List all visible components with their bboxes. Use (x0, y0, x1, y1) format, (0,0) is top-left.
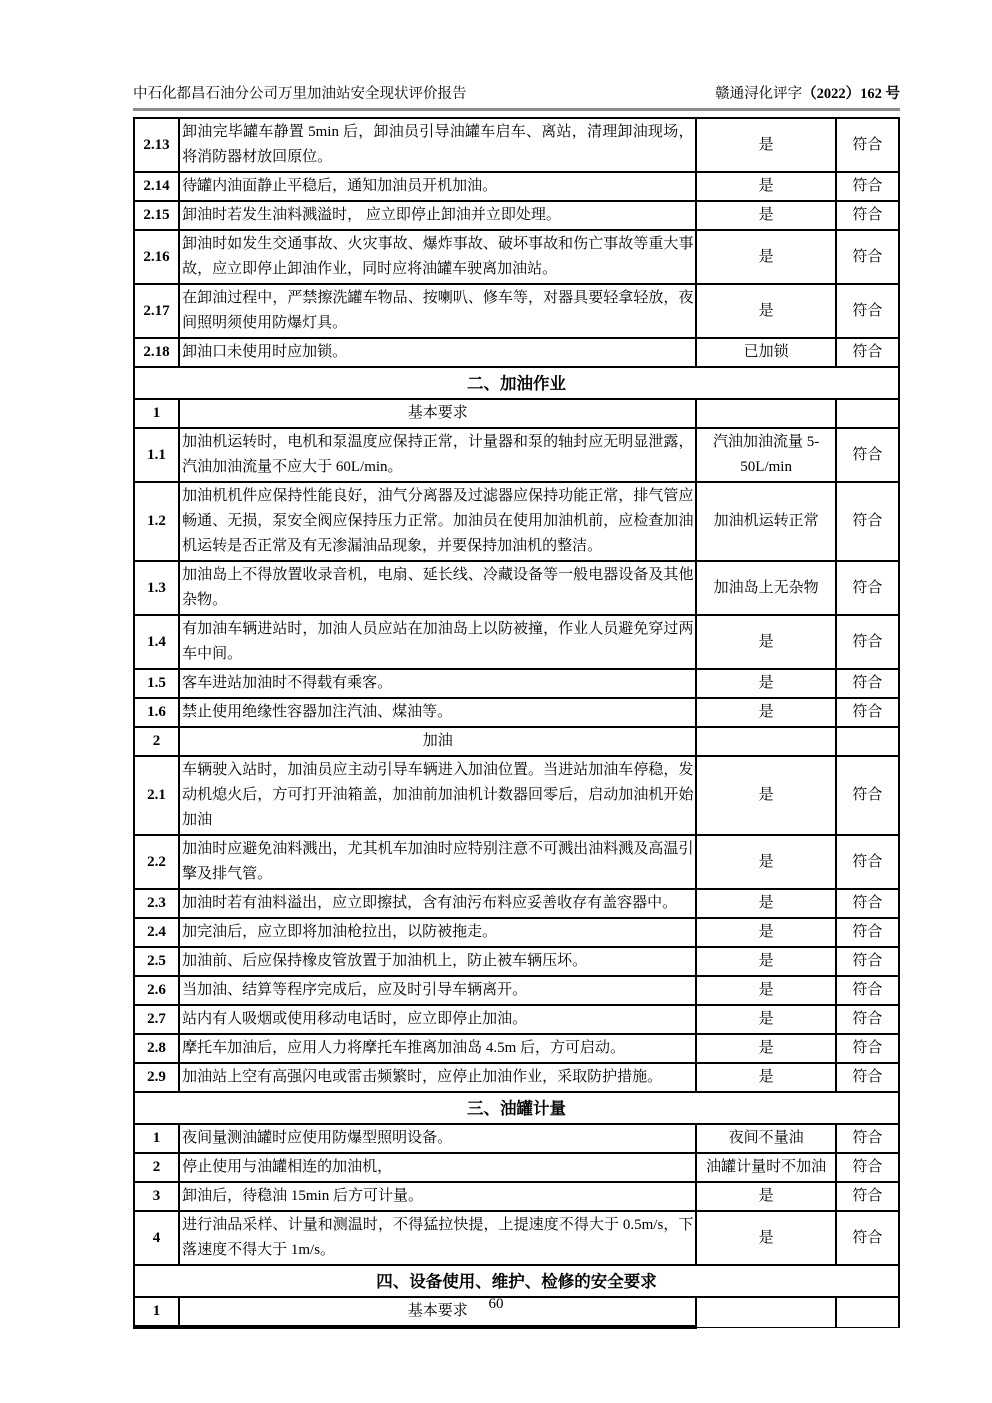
row-requirement: 停止使用与油罐相连的加油机， (179, 1153, 696, 1182)
row-index: 2.2 (134, 835, 179, 889)
row-status: 是 (696, 918, 835, 947)
row-status: 是 (696, 1182, 835, 1211)
row-conformity (836, 727, 899, 756)
row-conformity: 符合 (836, 1153, 899, 1182)
row-status: 是 (696, 1005, 835, 1034)
row-status: 是 (696, 284, 835, 338)
row-index: 2.16 (134, 230, 179, 284)
row-conformity: 符合 (836, 230, 899, 284)
row-index: 1.1 (134, 428, 179, 482)
row-conformity: 符合 (836, 428, 899, 482)
row-conformity: 符合 (836, 338, 899, 367)
report-title: 中石化都昌石油分公司万里加油站安全现状评价报告 (133, 86, 467, 102)
row-status: 是 (696, 1063, 835, 1092)
row-index: 2.18 (134, 338, 179, 367)
row-requirement: 卸油完毕罐车静置 5min 后，卸油员引导油罐车启车、离站，清理卸油现场，将消防器材放回原位。 (179, 118, 696, 172)
row-index: 2.7 (134, 1005, 179, 1034)
row-requirement: 加油时应避免油料溅出，尤其机车加油时应特别注意不可溅出油料溅及高温引擎及排气管。 (179, 835, 696, 889)
row-conformity: 符合 (836, 1063, 899, 1092)
row-requirement: 卸油后，待稳油 15min 后方可计量。 (179, 1182, 696, 1211)
row-status: 加油岛上无杂物 (696, 561, 835, 615)
row-index: 2.6 (134, 976, 179, 1005)
row-index: 2.17 (134, 284, 179, 338)
row-status: 加油机运转正常 (696, 482, 835, 561)
row-status: 是 (696, 172, 835, 201)
row-requirement: 站内有人吸烟或使用移动电话时，应立即停止加油。 (179, 1005, 696, 1034)
row-status: 是 (696, 835, 835, 889)
row-requirement: 客车进站加油时不得载有乘客。 (179, 669, 696, 698)
row-requirement: 有加油车辆进站时，加油人员应站在加油岛上以防被撞，作业人员避免穿过两车中间。 (179, 615, 696, 669)
row-index: 2.5 (134, 947, 179, 976)
row-status: 是 (696, 889, 835, 918)
row-status: 已加锁 (696, 338, 835, 367)
row-index: 2 (134, 727, 179, 756)
row-requirement: 基本要求 (179, 1297, 696, 1327)
row-conformity: 符合 (836, 1182, 899, 1211)
row-conformity: 符合 (836, 976, 899, 1005)
section-title: 二、加油作业 (134, 367, 899, 399)
row-requirement: 加油时若有油料溢出，应立即擦拭，含有油污布料应妥善收存有盖容器中。 (179, 889, 696, 918)
row-conformity: 符合 (836, 482, 899, 561)
row-index: 1.6 (134, 698, 179, 727)
row-index: 1 (134, 1124, 179, 1153)
row-index: 2.1 (134, 756, 179, 835)
row-status: 是 (696, 201, 835, 230)
row-conformity: 符合 (836, 561, 899, 615)
row-index: 1.2 (134, 482, 179, 561)
row-index: 2.3 (134, 889, 179, 918)
safety-checklist-table (133, 117, 900, 1329)
row-conformity: 符合 (836, 1034, 899, 1063)
row-index: 3 (134, 1182, 179, 1211)
row-index: 1 (134, 1297, 179, 1327)
row-requirement: 加油机运转时，电机和泵温度应保持正常，计量器和泵的轴封应无明显泄露，汽油加油流量不应大于 60L/min。 (179, 428, 696, 482)
row-status: 夜间不量油 (696, 1124, 835, 1153)
row-requirement: 加完油后，应立即将加油枪拉出，以防被拖走。 (179, 918, 696, 947)
row-status: 是 (696, 947, 835, 976)
row-index: 1 (134, 399, 179, 428)
row-index: 1.5 (134, 669, 179, 698)
row-requirement: 在卸油过程中，严禁擦洗罐车物品、按喇叭、修车等，对器具要轻拿轻放，夜间照明须使用防爆灯具。 (179, 284, 696, 338)
document-number-value: （2022）162 号 (802, 86, 900, 102)
section-title: 三、油罐计量 (134, 1092, 899, 1124)
row-requirement: 加油机机件应保持性能良好，油气分离器及过滤器应保持功能正常，排气管应畅通、无损，泵安全阀应保持压力正常。加油员在使用加油机前，应检查加油机运转是否正常及有无渗漏油品现象，并要保持加油机的整洁。 (179, 482, 696, 561)
row-requirement: 加油前、后应保持橡皮管放置于加油机上，防止被车辆压坏。 (179, 947, 696, 976)
row-conformity: 符合 (836, 284, 899, 338)
row-status: 是 (696, 118, 835, 172)
row-conformity: 符合 (836, 1005, 899, 1034)
row-status: 是 (696, 1211, 835, 1265)
row-conformity: 符合 (836, 947, 899, 976)
row-requirement: 卸油时如发生交通事故、火灾事故、爆炸事故、破坏事故和伤亡事故等重大事故，应立即停止卸油作业，同时应将油罐车驶离加油站。 (179, 230, 696, 284)
row-index: 2.13 (134, 118, 179, 172)
row-index: 2.9 (134, 1063, 179, 1092)
row-conformity: 符合 (836, 889, 899, 918)
row-conformity: 符合 (836, 835, 899, 889)
row-requirement: 当加油、结算等程序完成后，应及时引导车辆离开。 (179, 976, 696, 1005)
row-status (696, 399, 835, 428)
row-status: 是 (696, 1034, 835, 1063)
row-index: 2.15 (134, 201, 179, 230)
document-number (715, 82, 900, 103)
row-status (696, 727, 835, 756)
document-number-prefix: 赣通浔化评字 (715, 86, 803, 102)
row-status: 汽油加油流量 5-50L/min (696, 428, 835, 482)
row-requirement: 加油岛上不得放置收录音机，电扇、延长线、冷藏设备等一般电器设备及其他杂物。 (179, 561, 696, 615)
row-status: 是 (696, 615, 835, 669)
row-requirement: 基本要求 (179, 399, 696, 428)
row-conformity: 符合 (836, 615, 899, 669)
row-status: 油罐计量时不加油 (696, 1153, 835, 1182)
row-requirement: 待罐内油面静止平稳后，通知加油员开机加油。 (179, 172, 696, 201)
row-conformity: 符合 (836, 172, 899, 201)
checklist-body (134, 118, 899, 1327)
row-index: 1.3 (134, 561, 179, 615)
section-title: 四、设备使用、维护、检修的安全要求 (134, 1265, 899, 1297)
row-status: 是 (696, 698, 835, 727)
row-requirement: 加油 (179, 727, 696, 756)
row-conformity (836, 399, 899, 428)
row-index: 4 (134, 1211, 179, 1265)
row-index: 2 (134, 1153, 179, 1182)
row-index: 1.4 (134, 615, 179, 669)
row-requirement: 卸油口未使用时应加锁。 (179, 338, 696, 367)
row-requirement: 禁止使用绝缘性容器加注汽油、煤油等。 (179, 698, 696, 727)
row-requirement: 加油站上空有高强闪电或雷击频繁时，应停止加油作业，采取防护措施。 (179, 1063, 696, 1092)
row-index: 2.14 (134, 172, 179, 201)
row-index: 2.4 (134, 918, 179, 947)
row-conformity: 符合 (836, 1124, 899, 1153)
row-status: 是 (696, 230, 835, 284)
row-conformity: 符合 (836, 698, 899, 727)
row-requirement: 车辆驶入站时，加油员应主动引导车辆进入加油位置。当进站加油车停稳，发动机熄火后，方可打开油箱盖，加油前加油机计数器回零后，启动加油机开始加油 (179, 756, 696, 835)
row-requirement: 进行油品采样、计量和测温时，不得猛拉快提，上提速度不得大于 0.5m/s，下落速度不得大于 1m/s。 (179, 1211, 696, 1265)
row-requirement: 卸油时若发生油料溅溢时， 应立即停止卸油并立即处理。 (179, 201, 696, 230)
row-conformity: 符合 (836, 118, 899, 172)
row-status: 是 (696, 756, 835, 835)
row-conformity: 符合 (836, 918, 899, 947)
row-status: 是 (696, 669, 835, 698)
page-header (133, 82, 900, 111)
row-conformity: 符合 (836, 201, 899, 230)
row-conformity: 符合 (836, 669, 899, 698)
row-status: 是 (696, 976, 835, 1005)
row-requirement: 夜间量测油罐时应使用防爆型照明设备。 (179, 1124, 696, 1153)
row-conformity: 符合 (836, 756, 899, 835)
row-requirement: 摩托车加油后，应用人力将摩托车推离加油岛 4.5m 后，方可启动。 (179, 1034, 696, 1063)
page-number: 60 (488, 1296, 504, 1312)
row-index: 2.8 (134, 1034, 179, 1063)
row-conformity: 符合 (836, 1211, 899, 1265)
